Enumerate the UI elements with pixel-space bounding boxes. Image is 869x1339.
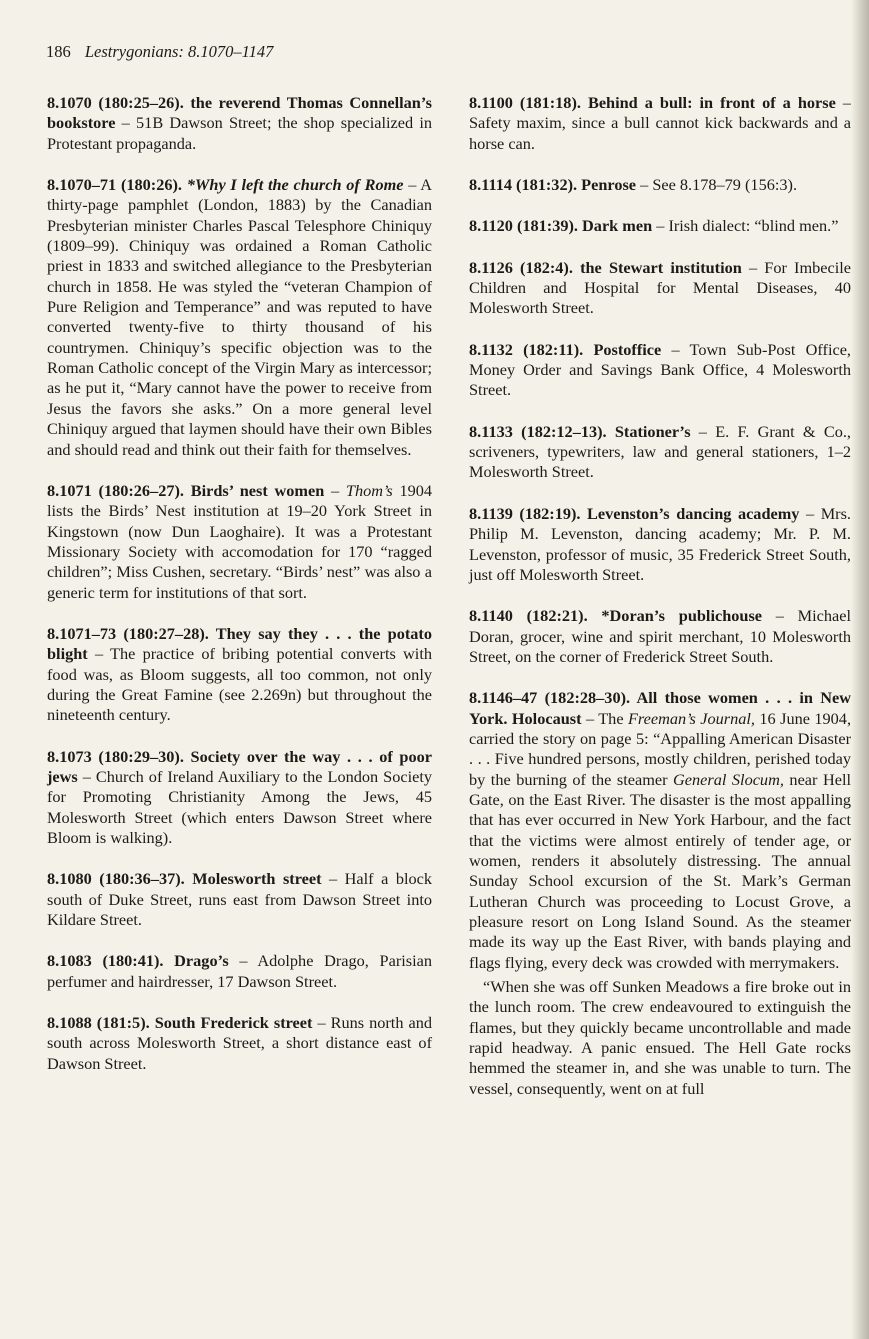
entry-8-1070-71: 8.1070–71 (180:26). *Why I left the church of Rome – A thirty-page pamphlet (London, 1883) by the Canadian Presbyterian minister Charles Pascal Telesphore Chiniquy (1809–99). Chiniquy was ordained a Roman Catholic priest in 1833 and switched allegiance to the Presbyterian church in 1858. He was styled the “veteran Champion of Pure Religion and Temperance” and was reputed to have converted twenty-five to thirty thousand of his countrymen. Chiniquy’s specific objection was to the Roman Catholic concept of the Virgin Mary as intercessor; as he put it, “Mary cannot have the power to receive from Jesus the favors she asks.” On a more general level Chiniquy argued that laymen should have their own Bibles and should read and think out their faith for themselves. [47, 175, 433, 459]
page-number: 186 [46, 42, 71, 61]
entry-8-1132: 8.1132 (182:11). Postoffice – Town Sub-Post Office, Money Order and Savings Bank Office, 4 Molesworth Street. [469, 339, 851, 400]
running-title: Lestrygonians: 8.1070–1147 [84, 42, 274, 61]
running-header [46, 42, 273, 62]
entry-8-1071: 8.1071 (180:26–27). Birds’ nest women – Thom’s 1904 lists the Birds’ Nest institution at 19–20 York Street in Kingstown (now Dun Laoghaire). It was a Protestant Missionary Society with accomodation for 170 “ragged children”; Miss Cushen, secretary. “Birds’ nest” was also a generic term for institutions of that sort. [47, 480, 433, 602]
page-edge-shadow [851, 0, 869, 1339]
entry-8-1073: 8.1073 (180:29–30). Society over the way . . . of poor jews – Church of Ireland Auxiliary to the London Society for Promoting Christianity Among the Jews, 45 Molesworth Street (which enters Dawson Street where Bloom is walking). [47, 746, 432, 847]
entry-8-1083: 8.1083 (180:41). Drago’s – Adolphe Drago, Parisian perfumer and hairdresser, 17 Dawson Street. [47, 951, 433, 991]
entry-8-1070: 8.1070 (180:25–26). the reverend Thomas Connellan’s bookstore – 51B Dawson Street; the shop specialized in Protestant propaganda. [47, 93, 432, 153]
left-column [47, 93, 432, 1074]
right-column [469, 93, 851, 1099]
entry-8-1146-47: 8.1146–47 (182:28–30). All those women . . . in New York. Holocaust – The Freeman’s Journal, 16 June 1904, carried the story on page 5: “Appalling American Disaster . . . Five hundred persons, mostly children, perished today by the burning of the steamer General Slocum, near Hell Gate, on the East River. The disaster is the most appalling that has ever occurred in New York Harbour, and the fact that the victims were almost entirely of tender age, or women, renders it absolutely distressing. The annual Sunday School excursion of the St. Mark’s German Lutheran Church was proceeding to Locust Grove, a pleasure resort on Long Island Sound. As the steamer made its way up the East River, with bands playing and flags flying, every deck was crowded with merrymakers. [469, 688, 852, 972]
entry-8-1126: 8.1126 (182:4). the Stewart institution – For Imbecile Children and Hospital for Mental Diseases, 40 Molesworth Street. [469, 257, 852, 318]
entry-8-1139: 8.1139 (182:19). Levenston’s dancing academy – Mrs. Philip M. Levenston, dancing academy; Mr. P. M. Levenston, professor of music, 35 Frederick Street South, just off Molesworth Street. [469, 503, 851, 584]
entry-8-1088: 8.1088 (181:5). South Frederick street – Runs north and south across Molesworth Street, a short distance east of Dawson Street. [47, 1013, 432, 1073]
entry-8-1114: 8.1114 (181:32). Penrose – See 8.178–79 (156:3). [469, 175, 798, 195]
entry-8-1133: 8.1133 (182:12–13). Stationer’s – E. F. Grant & Co., scriveners, typewriters, law and general stationers, 1–2 Molesworth Street. [469, 421, 851, 482]
entry-8-1071-73: 8.1071–73 (180:27–28). They say they . . . the potato blight – The practice of bribing potential converts with food was, as Bloom suggests, all too common, not only during the Great Famine (see 2.269n) but throughout the nineteenth century. [47, 623, 432, 725]
entry-8-1080: 8.1080 (180:36–37). Molesworth street – Half a block south of Duke Street, runs east from Dawson Street into Kildare Street. [47, 869, 432, 930]
entry-8-1120: 8.1120 (181:39). Dark men – Irish dialect: “blind men.” [469, 216, 839, 236]
entry-8-1146-47-continued: “When she was off Sunken Meadows a fire broke out in the lunch room. The crew endeavoured to extinguish the flames, but they quickly became uncontrollable and made rapid headway. A panic ensued. The Hell Gate rocks hemmed the steamer in, and she was unable to turn. The vessel, consequently, went on at full [469, 977, 851, 1098]
entry-8-1140: 8.1140 (182:21). *Doran’s publichouse – Michael Doran, grocer, wine and spirit merchant, 10 Molesworth Street, on the corner of Frederick Street South. [469, 606, 851, 666]
entry-8-1100: 8.1100 (181:18). Behind a bull: in front of a horse – Safety maxim, since a bull cannot kick backwards and a horse can. [469, 93, 851, 153]
